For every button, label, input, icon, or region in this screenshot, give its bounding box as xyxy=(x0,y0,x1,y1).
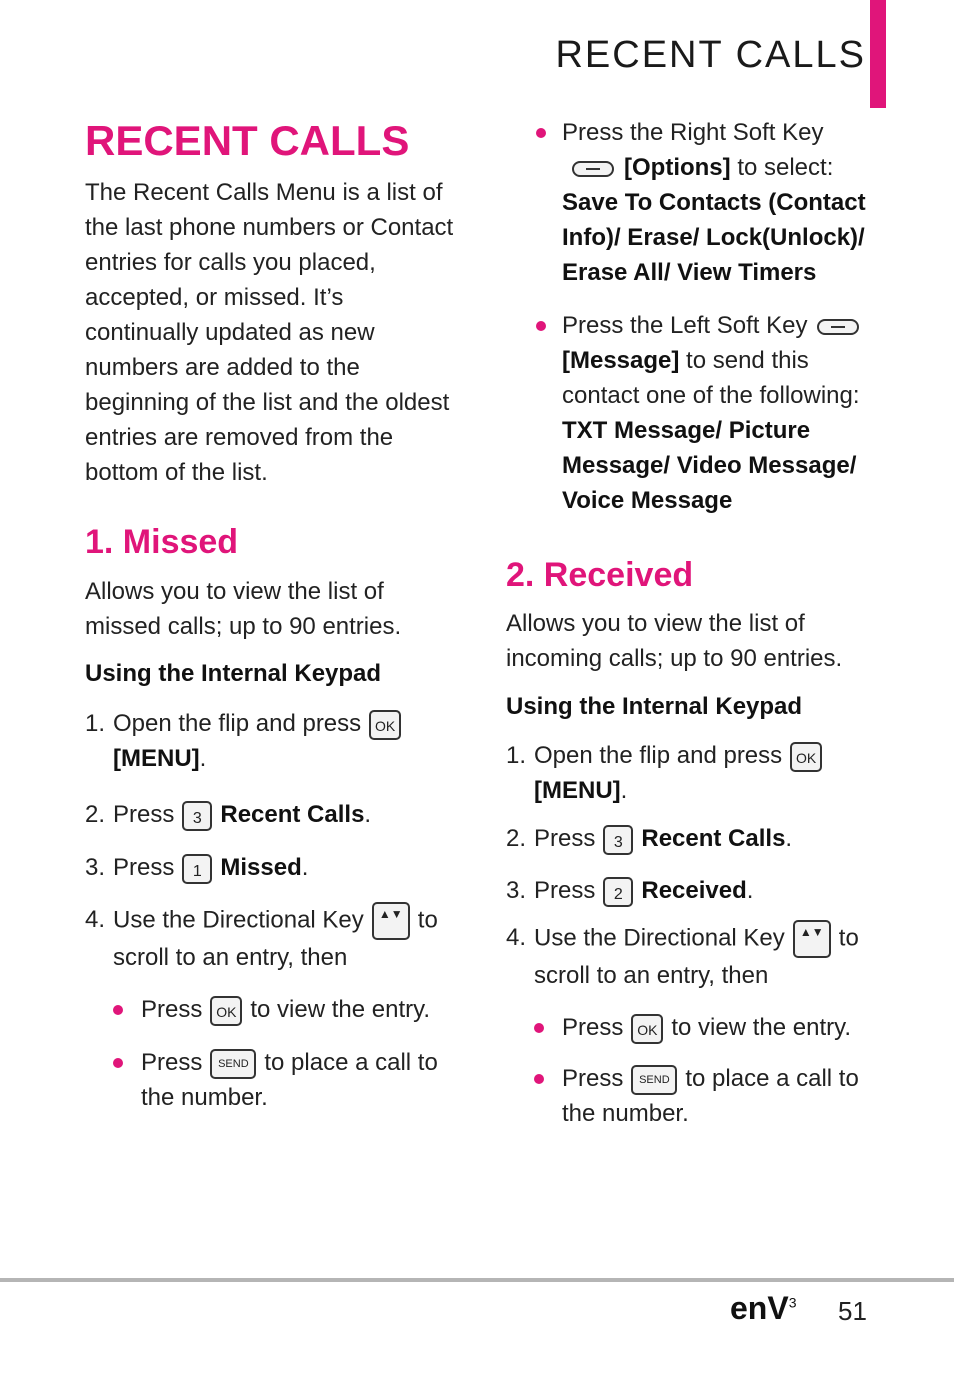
missed-description: Allows you to view the list of missed calls; up to 90 entries. xyxy=(85,578,402,640)
received-bullet-call: Press SEND to place a call to the number. xyxy=(506,1061,902,1131)
message-list: TXT Message/ Picture Message/ Video Message/ Voice Message xyxy=(562,417,857,514)
missed-bullet-call: Press SEND to place a call to the number. xyxy=(85,1045,471,1115)
ok-key-icon: OK xyxy=(369,710,401,740)
step-number: 1. xyxy=(85,710,106,737)
menu-label: [MENU] xyxy=(113,745,200,772)
message-bullet: Press the Left Soft Key [Message] to send this contact one of the following: TXT Message/ Picture Message/ Video Message/ Voice Message xyxy=(506,308,882,518)
directional-key-icon: ▲▼ xyxy=(793,920,831,958)
missed-step-1: 1. Open the flip and press OK [MENU]. xyxy=(85,706,460,776)
right-soft-key-icon xyxy=(572,161,614,177)
step-text: Open the flip and press xyxy=(113,710,362,737)
received-subhead: Using the Internal Keypad xyxy=(506,693,803,720)
section-title-missed: 1. Missed xyxy=(85,523,239,561)
bullet-dot xyxy=(113,1005,123,1015)
running-header: RECENT CALLS xyxy=(555,34,866,76)
page-title: RECENT CALLS xyxy=(85,117,410,164)
intro-paragraph: The Recent Calls Menu is a list of the last phone numbers or Contact entries for calls you placed, accepted, or missed. It’s continually updated as new numbers are added to the beginning of the list and the oldest entries are removed from the bottom of the list. xyxy=(85,179,454,486)
bullet-dot xyxy=(534,1023,544,1033)
key-2-icon: 2 xyxy=(603,877,633,907)
options-bullet: Press the Right Soft Key [Options] to select: Save To Contacts (Contact Info)/ Erase/ Lock(Unlock)/ Erase All/ View Timers xyxy=(506,115,882,290)
received-step-2: 2. Press 3 Recent Calls. xyxy=(506,821,792,856)
received-bullet-view: Press OK to view the entry. xyxy=(506,1010,851,1045)
key-3-icon: 3 xyxy=(603,825,633,855)
page-number: 51 xyxy=(838,1296,867,1326)
received-step-1: 1. Open the flip and press OK [MENU]. xyxy=(506,738,881,808)
key-3-icon: 3 xyxy=(182,801,212,831)
send-key-icon: SEND xyxy=(631,1065,677,1095)
received-description: Allows you to view the list of incoming calls; up to 90 entries. xyxy=(506,610,843,672)
missed-subhead: Using the Internal Keypad xyxy=(85,660,382,687)
directional-key-icon: ▲▼ xyxy=(372,902,410,940)
bullet-dot xyxy=(113,1058,123,1068)
section-tab-marker xyxy=(870,0,886,108)
received-step-3: 3. Press 2 Received. xyxy=(506,873,753,908)
ok-key-icon: OK xyxy=(790,742,822,772)
left-soft-key-icon xyxy=(817,319,859,335)
missed-step-2: 2. Press 3 Recent Calls. xyxy=(85,797,371,832)
ok-key-icon: OK xyxy=(210,996,242,1026)
brand-logo: enV$^3$ xyxy=(730,1290,797,1326)
footer-rule xyxy=(0,1278,954,1282)
missed-step-3: 3. Press 1 Missed. xyxy=(85,850,308,885)
received-step-4: 4. Use the Directional Key ▲▼ to scroll to an entry, then xyxy=(506,920,881,993)
missed-bullet-view: Press OK to view the entry. xyxy=(85,992,430,1027)
missed-step-4: 4. Use the Directional Key ▲▼ to scroll to an entry, then xyxy=(85,902,460,975)
options-list: Save To Contacts (Contact Info)/ Erase/ Lock(Unlock)/ Erase All/ View Timers xyxy=(562,189,866,286)
bullet-dot xyxy=(534,1074,544,1084)
bullet-dot xyxy=(536,128,546,138)
bullet-dot xyxy=(536,321,546,331)
ok-key-icon: OK xyxy=(631,1014,663,1044)
key-1-icon: 1 xyxy=(182,854,212,884)
section-title-received: 2. Received xyxy=(506,556,694,594)
send-key-icon: SEND xyxy=(210,1049,256,1079)
